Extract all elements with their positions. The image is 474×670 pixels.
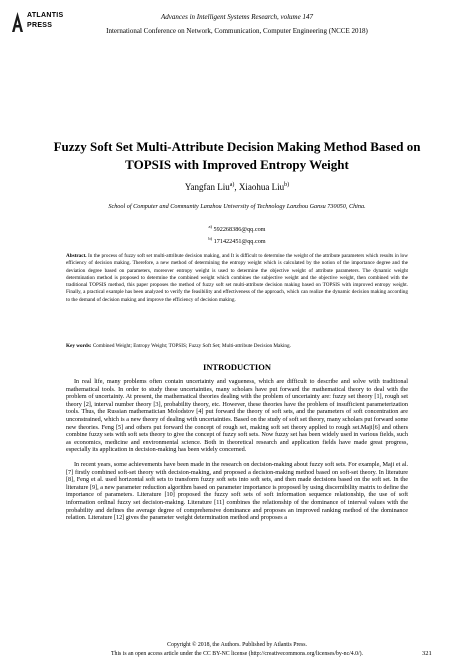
author-name: Xiaohua Liu xyxy=(238,182,285,192)
section-heading-introduction: INTRODUCTION xyxy=(202,362,271,372)
abstract-label: Abstract. xyxy=(66,253,87,259)
keywords-text: Combined Weight; Entropy Weight; TOPSIS; Fuzzy Soft Set; Multi-attribute Decision Making. xyxy=(91,343,291,349)
publisher-name-line2: PRESS xyxy=(27,22,53,29)
series-title: Advances in Intelligent Systems Research, volume 147 xyxy=(161,13,313,21)
email-line xyxy=(0,222,474,234)
page-number: 321 xyxy=(422,650,432,657)
author-list xyxy=(0,182,474,192)
copyright-notice: Copyright © 2018, the Authors. Published by Atlantis Press. xyxy=(167,642,307,648)
affiliation: School of Computer and Community Lanzhou University of Technology Lanzhou Gansu 730050, China. xyxy=(108,203,366,210)
email-mark: a) xyxy=(208,224,212,229)
running-header xyxy=(0,10,474,38)
author-mark: b) xyxy=(284,182,290,188)
paragraph: In recent years, some achievements have been made in the research on decision-making about fuzzy soft sets. For example, Maji et al. [7] firstly combined soft-set theory with decision-making, and proposed a decision-making method based on soft-set theory. In literature [8], Feng et al. used horizontal soft sets to transform fuzzy soft sets into soft sets, and then made decisions based on the soft set. In the literature [9], a new parameter reduction algorithm based on parameter importance is proposed by using discernibility matrix to define the importance of parameters. Literature [10] proposed the fuzzy soft sets of soft information sequence relationship, the use of soft information ordinal fuzzy set decision-making. Literature [11] combines the relationship of the dominance of interval values with the probability and defines the average degree of comprehensive dominance and proposes an improved ranking method of the dominance relation. Literature [12] gives the parameter weight determination method and proposes a xyxy=(66,460,408,522)
publisher-name-line1: ATLANTIS xyxy=(27,12,64,19)
page-footer xyxy=(0,641,474,659)
email-list xyxy=(0,222,474,246)
abstract xyxy=(66,253,408,304)
email-address: 592268386@qq.com xyxy=(213,226,266,234)
abstract-text: In the process of fuzzy soft set multi-attribute decision making, and It is difficult to determine the weight of the attribute parameters which results in low efficiency of decision making. Therefore, a new method of determining the entropy weight which is calculated by the notion of the importance degree and the deviation degree based on parameters, moreover entropy weight is used to determine the objective weight of attribute parameters. The dynamic weight determination method is proposed to determine the combined weight which combines the subjective weight and the objective weight, then combined with the traditional TOPSIS method, this paper proposes the method of fuzzy soft set multi-attribute decision making based on TOPSIS with improved entropy weight. Finally, a practical example has been analyzed to verify the feasibility and effectiveness of the approach, which can realize the dynamic decision making according to the demand of decision making and improve the efficiency of decision making. xyxy=(66,253,408,303)
email-line xyxy=(0,234,474,246)
email-address: 171422451@qq.com xyxy=(213,238,266,246)
conference-name: International Conference on Network, Communication, Computer Engineering (NCCE 2018) xyxy=(106,27,368,35)
paragraph: In real life, many problems often contain uncertainty and vagueness, which are difficult to describe and solve with traditional mathematical tools. In order to study these uncertainties, many scholars have put forward the mathematical theory to deal with the problem of uncertainty. At present, the mathematical theories dealing with the problem of uncertainty are: fuzzy set theory [1], rough set theory [2], interval number theory [3], probability theory, etc. However, these theories have the problem of insufficient parameterization tools. Thus, the Russian mathematician Molodstov [4] put forward the theory of soft sets, and the parameters of soft concentration are unconstrained, which is a new theory of dealing with uncertainties. Based on the study of soft set theory, many scholars put forward some new theories. Feng [5] and others put forward the concept of rough set, making soft set theory applied to rough set.Maji[6] and others combine fuzzy sets with soft sets theory to give the concept of fuzzy soft sets. Now fuzzy set has been widely used in various fields, such as economics, medicine and environmental science. Both in theoretical research and application fields have made great progress, especially its application in decision-making has been widely concerned. xyxy=(66,378,408,454)
paper-title: Fuzzy Soft Set Multi-Attribute Decision Making Method Based on TOPSIS with Improved Entropy Weight xyxy=(53,139,421,172)
email-mark: b) xyxy=(208,236,213,242)
keywords xyxy=(66,343,408,350)
author-name: Yangfan Liu xyxy=(184,182,230,192)
author-mark: a) xyxy=(229,182,235,188)
author-separator: , xyxy=(234,182,239,192)
license-notice: This is an open access article under the CC BY-NC license (http://creativecommons.org/licenses/by-nc/4.0/). xyxy=(111,651,363,657)
keywords-label: Key words: xyxy=(66,343,92,349)
body-text xyxy=(66,378,408,529)
